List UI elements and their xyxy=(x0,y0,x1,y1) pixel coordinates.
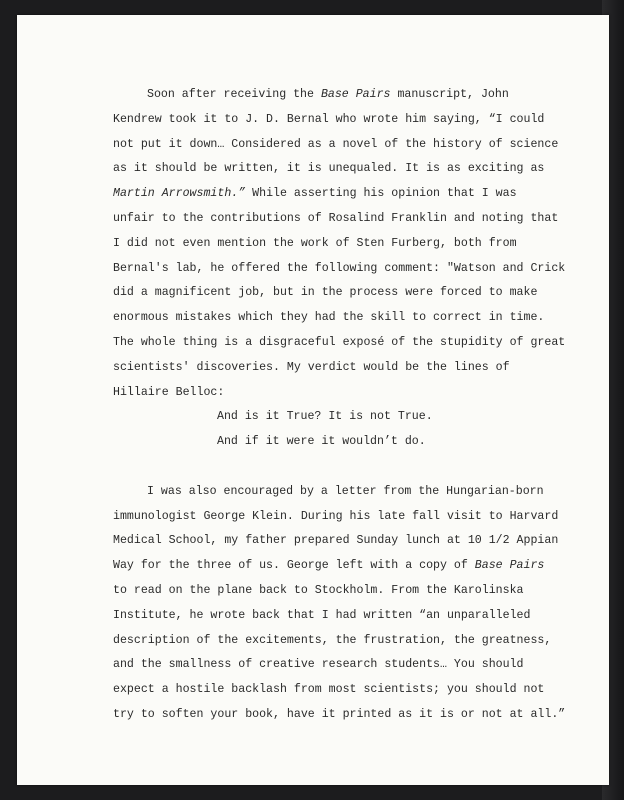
text-line: The whole thing is a disgraceful exposé of the stupidity of great xyxy=(113,335,566,349)
text-line: Bernal's lab, he offered the following comment: "Watson and Crick xyxy=(113,261,566,275)
text-line: try to soften your book, have it printed as it is or not at all.” xyxy=(113,707,566,721)
poem-line: And is it True? It is not True. xyxy=(217,410,433,424)
text-line: Soon after receiving the Base Pairs manuscript, John xyxy=(147,88,509,101)
paper-page xyxy=(17,15,609,785)
text-line: Institute, he wrote back that I had written “an unparalleled xyxy=(113,608,531,622)
text-line: as it should be written, it is unequaled. It is as exciting as xyxy=(113,162,545,176)
text-line: scientists' discoveries. My verdict would be the lines of xyxy=(113,360,510,374)
text-line: Martin Arrowsmith.” While asserting his opinion that I was xyxy=(113,187,517,201)
text-line: immunologist George Klein. During his late fall visit to Harvard xyxy=(113,509,559,523)
poem-line: And if it were it wouldn’t do. xyxy=(217,435,426,449)
text-line: description of the excitements, the frustration, the greatness, xyxy=(113,633,552,647)
text-line: I was also encouraged by a letter from the Hungarian-born xyxy=(147,484,544,498)
text-line: expect a hostile backlash from most scientists; you should not xyxy=(113,683,545,697)
typed-text xyxy=(113,83,573,728)
text-line: I did not even mention the work of Sten Furberg, both from xyxy=(113,236,517,250)
text-line: not put it down… Considered as a novel of the history of science xyxy=(113,137,559,151)
text-line: and the smallness of creative research students… You should xyxy=(113,658,524,672)
paragraph-gap xyxy=(113,455,573,480)
text-line: Way for the three of us. George left with a copy of Base Pairs xyxy=(113,559,545,573)
text-line: enormous mistakes which they had the skill to correct in time. xyxy=(113,311,545,325)
text-line: Hillaire Belloc: xyxy=(113,385,225,399)
text-line: Kendrew took it to J. D. Bernal who wrote him saying, “I could xyxy=(113,112,545,126)
text-line: unfair to the contributions of Rosalind Franklin and noting that xyxy=(113,211,559,225)
text-line: Medical School, my father prepared Sunday lunch at 10 1/2 Appian xyxy=(113,534,559,548)
text-line: did a magnificent job, but in the process were forced to make xyxy=(113,286,538,300)
text-line: to read on the plane back to Stockholm. From the Karolinska xyxy=(113,583,524,597)
